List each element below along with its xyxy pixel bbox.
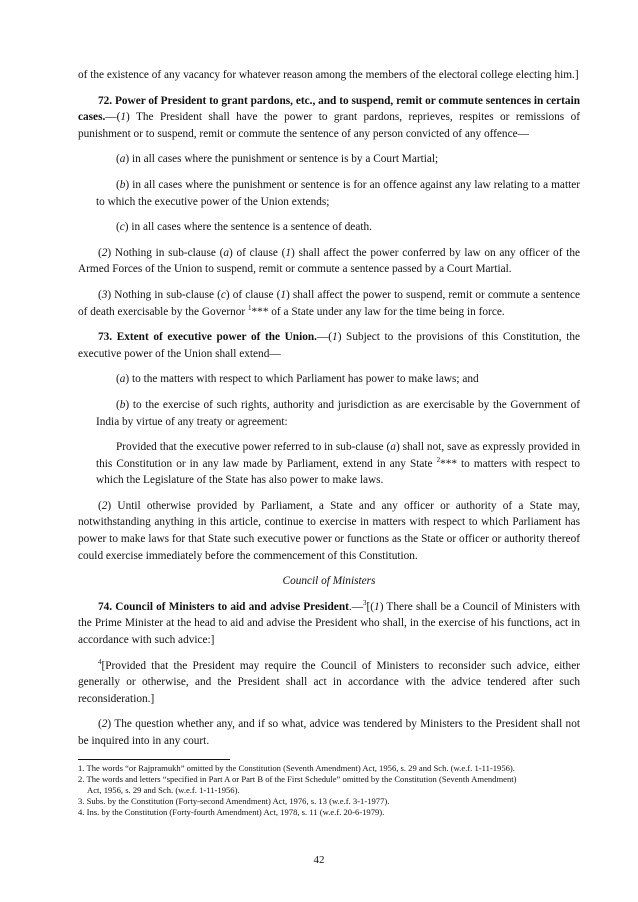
section-title: Council of Ministers — [282, 575, 376, 588]
article-72-heading: 72. Power of President to grant pardons, etc., and to suspend, remit or commute sentences in certain cases. — [78, 94, 580, 124]
footnote-2: 2. The words and letters “specified in Part A or Part B of the First Schedule” omitted by the Constitution (Seventh Amendment) — [78, 773, 517, 784]
footnote-ref-1: 1 — [248, 303, 252, 312]
article-73-clause-1: 73. Extent of executive power of the Union.—(1) Subject to the provisions of this Constitution, the executive power of the Union shall extend— — [78, 331, 580, 360]
article-72-subclause-b: (b) in all cases where the punishment or sentence is for an offence against any law relating to a matter to which the executive power of the Union extends; — [96, 178, 580, 208]
article-72-subclause-c: (c) in all cases where the sentence is a sentence of death. — [116, 221, 372, 234]
article-72-clause-1: 72. Power of President to grant pardons, etc., and to suspend, remit or commute sentences in certain cases.—(1) The President shall have the power to grant pardons, reprieves, respites or remissions of punishment or to suspend, remit or commute the sentence of any person convicted of any offence— — [78, 94, 580, 140]
footnote-ref-3: 3 — [363, 599, 367, 608]
footnote-2-continued: Act, 1956, s. 29 and Sch. (w.e.f. 1-11-1956). — [87, 785, 240, 795]
article-72-subclause-a: (a) in all cases where the punishment or sentence is by a Court Martial; — [116, 153, 439, 166]
document-body — [78, 67, 580, 819]
article-74-heading: 74. Council of Ministers to aid and advise President — [98, 600, 349, 613]
article-73-heading: 73. Extent of executive power of the Union. — [98, 331, 317, 344]
article-72-clause-2: (2) Nothing in sub-clause (a) of clause (1) shall affect the power conferred by law on any officer of the Armed Forces of the Union to suspend, remit or commute a sentence passed by a Court Martial. — [78, 246, 580, 276]
footnote-ref-4: 4 — [98, 657, 102, 666]
page-number: 42 — [313, 854, 325, 866]
footnote-1: 1. The words “or Rajpramukh” omitted by the Constitution (Seventh Amendment) Act, 1956, s. 29 and Sch. (w.e.f. 1-11-1956). — [78, 762, 515, 773]
article-74-proviso: $^4$[Provided that the President may require the Council of Ministers to reconsider such advice, either generally or otherwise, and the President shall act in accordance with the advice tendered after such reconsideration.] — [78, 657, 580, 705]
footnotes — [78, 763, 580, 819]
article-73-proviso: Provided that the executive power referred to in sub-clause (a) shall not, save as expressly provided in this Constitution or in any law made by Parliament, extend in any State $^2$*** to matters with respect to which the Legislature of the State has also power to make laws. — [96, 441, 580, 487]
footnote-divider — [78, 759, 230, 760]
intro-paragraph: of the existence of any vacancy for whatever reason among the members of the electoral college electing him.] — [78, 69, 579, 81]
article-73-clause-2: (2) Until otherwise provided by Parliament, a State and any officer or authority of a State may, notwithstanding anything in this article, continue to exercise in matters with respect to which Parliament has power to make laws for that State such executive power or functions as the State or officer or authority thereof could exercise immediately before the commencement of this Constitution. — [78, 499, 580, 562]
footnote-ref-2: 2 — [436, 455, 441, 464]
article-74-clause-2: (2) The question whether any, and if so what, advice was tendered by Ministers to the President shall not be inquired into in any court. — [78, 718, 580, 747]
footnote-3: 3. Subs. by the Constitution (Forty-second Amendment) Act, 1976, s. 13 (w.e.f. 3-1-1977). — [78, 796, 390, 807]
article-73-subclause-a: (a) to the matters with respect to which Parliament has power to make laws; and — [116, 373, 479, 386]
footnote-4: 4. Ins. by the Constitution (Forty-fourth Amendment) Act, 1978, s. 11 (w.e.f. 20-6-1979). — [78, 807, 385, 818]
article-74-clause-1: 74. Council of Ministers to aid and advise President.—$^3$[(1) There shall be a Council of Ministers with the Prime Minister at the head to aid and advise the President who shall, in the exercise of his functions, act in accordance with such advice:] — [78, 599, 580, 647]
article-73-subclause-b: (b) to the exercise of such rights, authority and jurisdiction as are exercisable by the Government of India by virtue of any treaty or agreement: — [96, 398, 580, 428]
article-72-clause-3: (3) Nothing in sub-clause (c) of clause (1) shall affect the power to suspend, remit or commute a sentence of death exercisable by the Governor $^1$*** of a State under any law for the time being in force. — [78, 288, 580, 318]
